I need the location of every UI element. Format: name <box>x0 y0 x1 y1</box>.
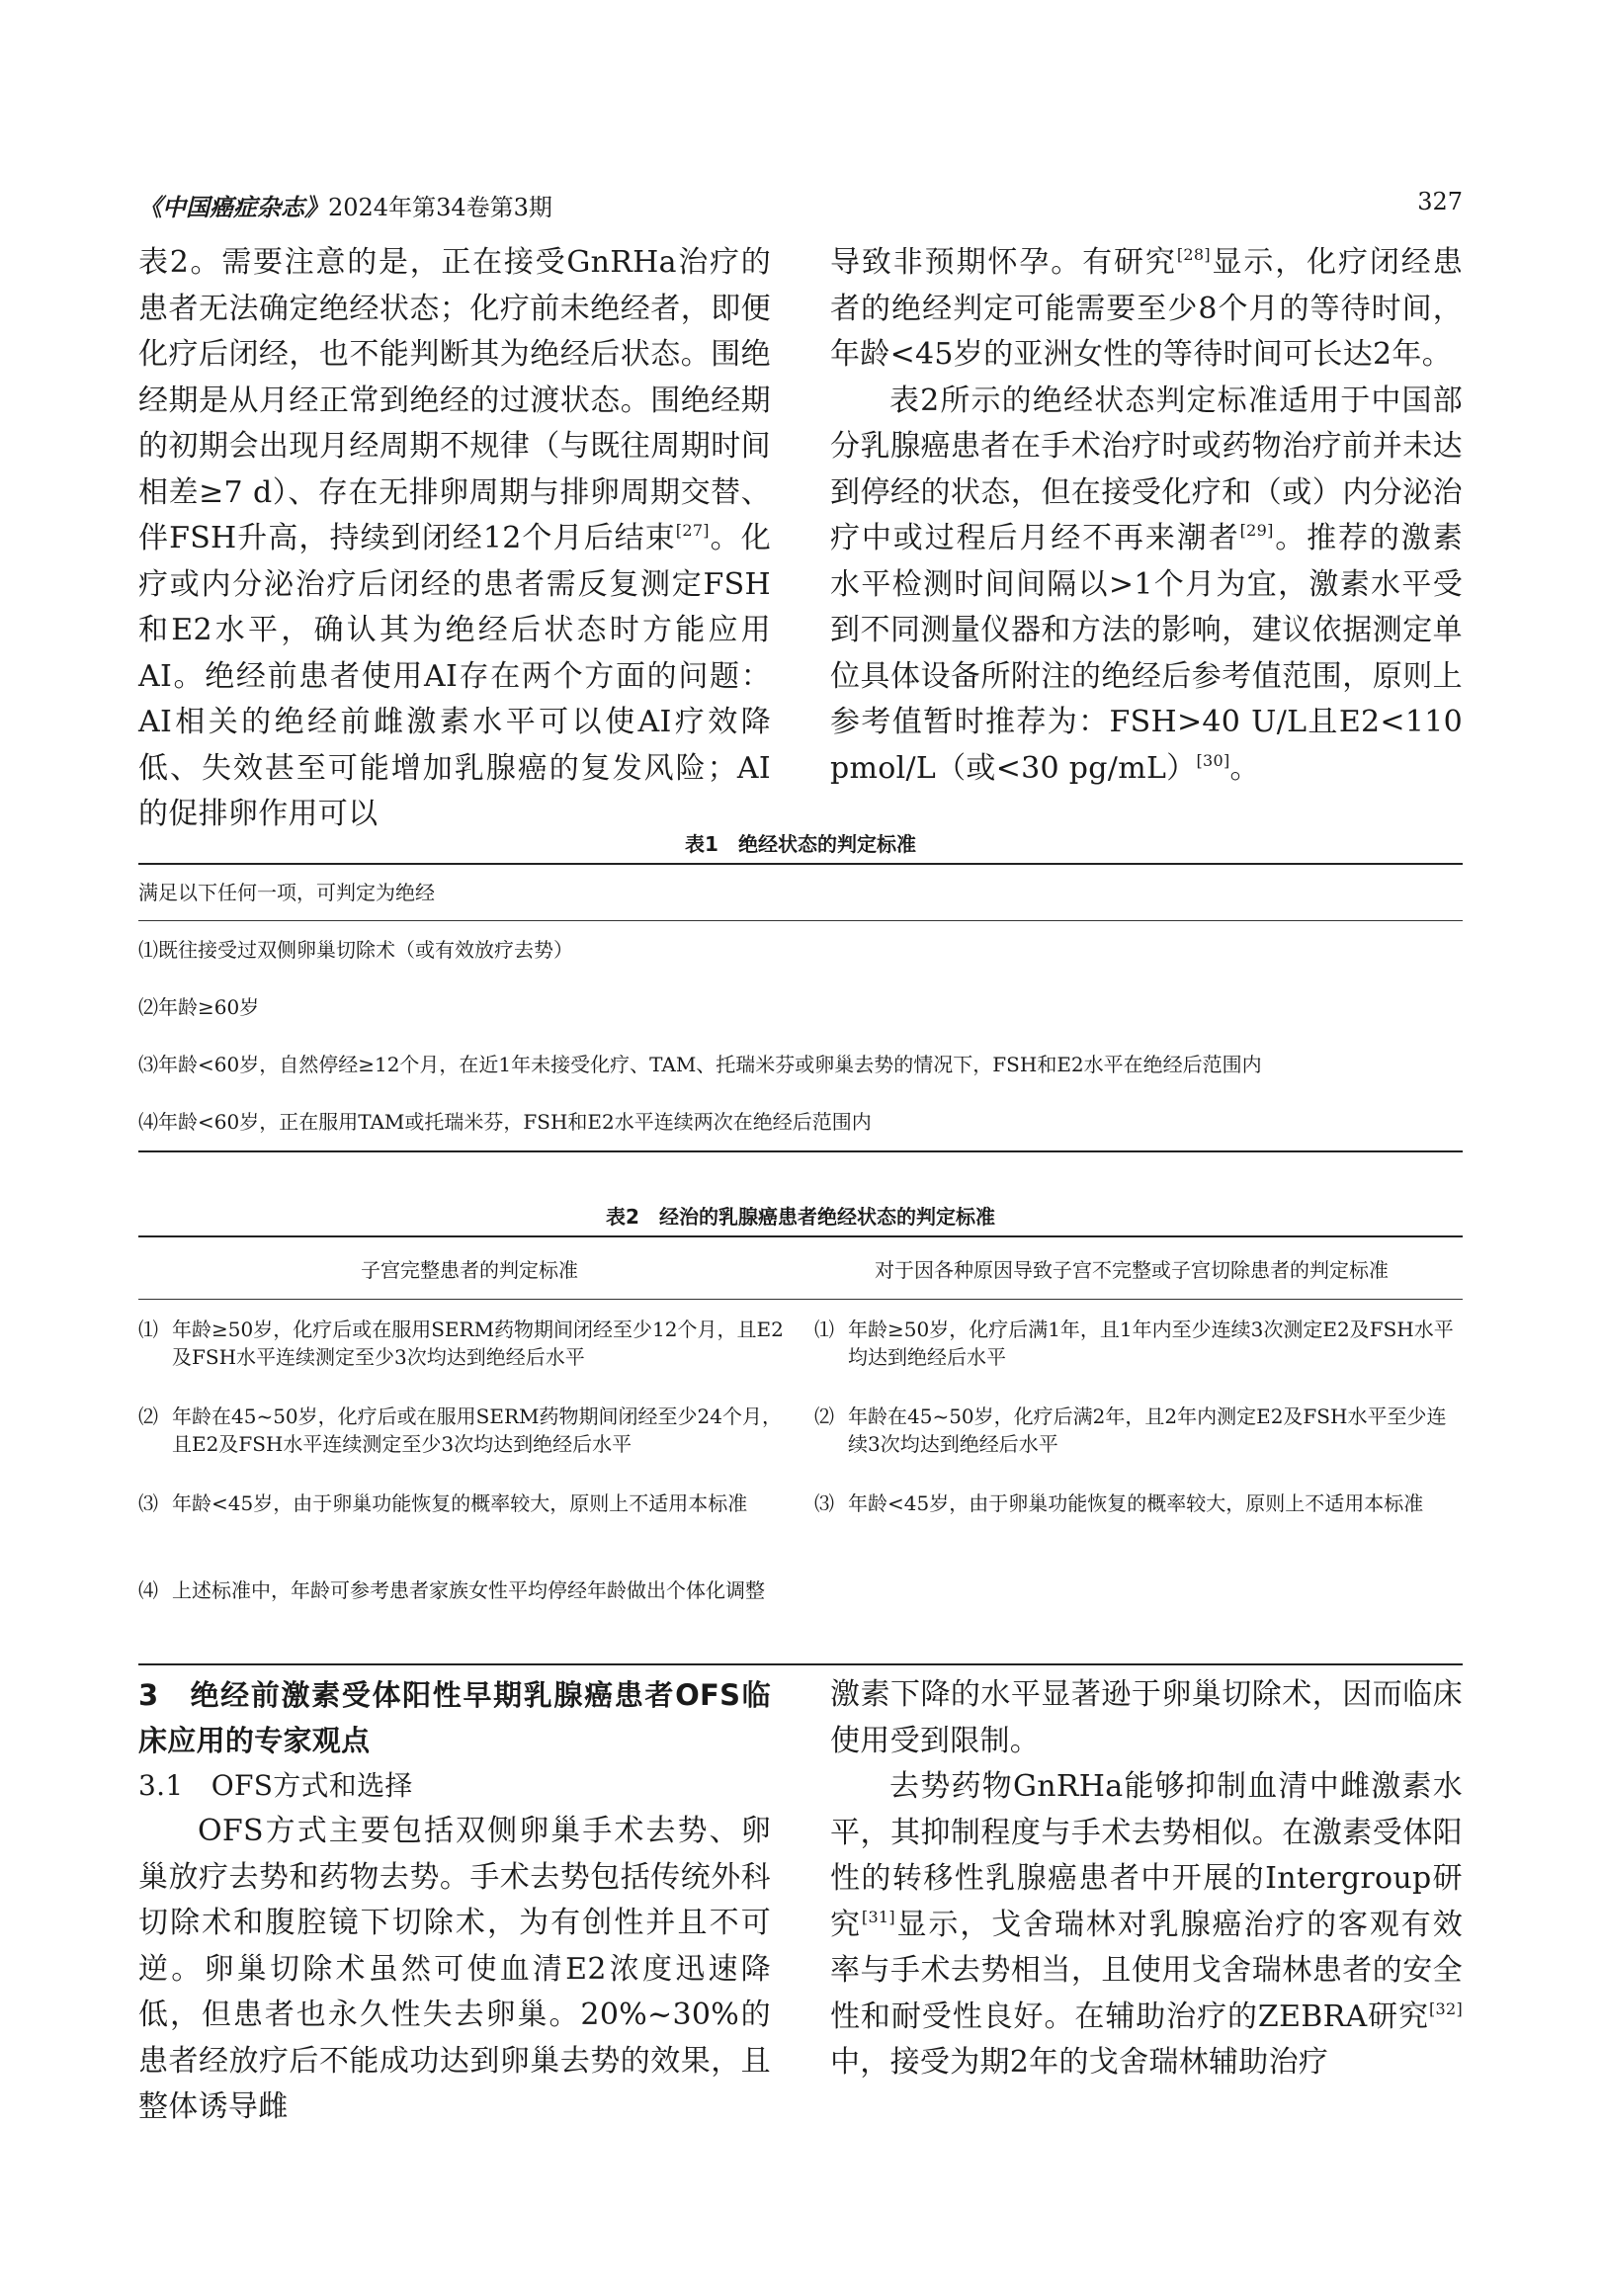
journal-issue: 2024年第34卷第3期 <box>328 194 552 221</box>
table-cell: ⑴ 年龄≥50岁，化疗后满1年，且1年内至少连续3次测定E2及FSH水平均达到绝经后水平 <box>814 1318 1454 1369</box>
paragraph: 去势药物GnRHa能够抑制血清中雌激素水平，其抑制程度与手术去势相似。在激素受体阳性的转移性乳腺癌患者中开展的Intergroup研究[31]显示，戈舍瑞林对乳腺癌治疗的客观有效率与手术去势相当，且使用戈舍瑞林患者的安全性和耐受性良好。在辅助治疗的ZEBRA研究[32]中，接受为期2年的戈舍瑞林辅助治疗 <box>830 1769 1463 2080</box>
table-header: 满足以下任何一项，可判定为绝经 <box>138 881 435 904</box>
table-cell: ⑷ 上述标准中，年龄可参考患者家族女性平均停经年龄做出个体化调整 <box>138 1578 765 1602</box>
table-row: ⑷ 年龄<60岁，正在服用TAM或托瑞米芬，FSH和E2水平连续两次在绝经后范围内 <box>138 1110 872 1134</box>
citation: [32] <box>1428 1998 1463 2018</box>
table-caption: 表2 经治的乳腺癌患者绝经状态的判定标准 <box>606 1205 995 1229</box>
table-caption: 表1 绝经状态的判定标准 <box>685 832 916 856</box>
table-header <box>138 1237 1463 1299</box>
right-column-bottom <box>830 1672 1463 2086</box>
subsection-heading: 3.1 OFS方式和选择 <box>138 1769 413 1802</box>
journal-info <box>138 188 552 222</box>
citation: [30] <box>1196 750 1230 770</box>
table-row: ⑴ 既往接受过双侧卵巢切除术（或有效放疗去势） <box>138 938 573 962</box>
page-number: 327 <box>1417 188 1463 215</box>
table-cell: ⑶ 年龄<45岁，由于卵巢功能恢复的概率较大，原则上不适用本标准 <box>814 1491 1424 1515</box>
journal-name: 《中国癌症杂志》 <box>138 193 328 221</box>
table-cell: ⑶ 年龄<45岁，由于卵巢功能恢复的概率较大，原则上不适用本标准 <box>138 1491 748 1515</box>
table-column-right <box>801 1300 1463 1663</box>
citation: [29] <box>1239 521 1274 540</box>
citation: [28] <box>1176 245 1211 264</box>
column-header: 对于因各种原因导致子宫不完整或子宫切除患者的判定标准 <box>875 1257 1389 1282</box>
running-header <box>138 188 1463 227</box>
paragraph: OFS方式主要包括双侧卵巢手术去势、卵巢放疗去势和药物去势。手术去势包括传统外科切除术和腹腔镜下切除术，为有创性并且不可逆。卵巢切除术虽然可使血清E2浓度迅速降低，但患者也永久性失去卵巢。20%~30%的患者经放疗后不能成功达到卵巢去势的效果，且整体诱导雌 <box>138 1814 771 2124</box>
table-row: ⑵ 年龄≥60岁 <box>138 995 260 1019</box>
citation: [27] <box>675 521 710 540</box>
paragraph: 激素下降的水平显著逊于卵巢切除术，因而临床使用受到限制。 <box>830 1677 1463 1758</box>
paragraph: 表2。需要注意的是，正在接受GnRHa治疗的患者无法确定绝经状态；化疗前未绝经者，即便化疗后闭经，也不能判断其为绝经后状态。围绝经期是从月经正常到绝经的过渡状态。围绝经期的初期会出现月经周期不规律（与既往周期时间相差≥7 d）、存在无排卵周期与排卵周期交替、伴FSH升高，持续到闭经12个月后结束[27]。化疗或内分泌治疗后闭经的患者需反复测定FSH和E2水平，确认其为绝经后状态时方能应用AI。绝经前患者使用AI存在两个方面的问题：AI相关的绝经前雌激素水平可以使AI疗效降低、失效甚至可能增加乳腺癌的复发风险；AI的促排卵作用可以 <box>138 245 771 831</box>
left-column-top <box>138 240 771 838</box>
table-row: ⑶ 年龄<60岁，自然停经≥12个月，在近1年未接受化疗、TAM、托瑞米芬或卵巢去势的情况下，FSH和E2水平在绝经后范围内 <box>138 1053 1262 1076</box>
table-1 <box>138 825 1463 1152</box>
left-column-bottom <box>138 1672 771 2131</box>
right-column-top <box>830 240 1463 792</box>
paragraph: 导致非预期怀孕。有研究[28]显示，化疗闭经患者的绝经判定可能需要至少8个月的等待时间，年龄<45岁的亚洲女性的等待时间可长达2年。 <box>830 245 1463 372</box>
table-cell: ⑴ 年龄≥50岁，化疗后或在服用SERM药物期间闭经至少12个月，且E2及FSH水平连续测定至少3次均达到绝经后水平 <box>138 1318 784 1369</box>
table-cell: ⑵ 年龄在45~50岁，化疗后或在服用SERM药物期间闭经至少24个月，且E2及FSH水平连续测定至少3次均达到绝经后水平 <box>138 1404 782 1456</box>
citation: [31] <box>861 1907 895 1926</box>
section-heading: 3 绝经前激素受体阳性早期乳腺癌患者OFS临床应用的专家观点 <box>138 1678 771 1757</box>
column-header: 子宫完整患者的判定标准 <box>361 1257 578 1282</box>
table-cell: ⑵ 年龄在45~50岁，化疗后满2年，且2年内测定E2及FSH水平至少连续3次均达到绝经后水平 <box>814 1404 1447 1456</box>
paragraph: 表2所示的绝经状态判定标准适用于中国部分乳腺癌患者在手术治疗时或药物治疗前并未达到停经的状态，但在接受化疗和（或）内分泌治疗中或过程后月经不再来潮者[29]。推荐的激素水平检测时间间隔以>1个月为宜，激素水平受到不同测量仪器和方法的影响，建议依据测定单位具体设备所附注的绝经后参考值范围，原则上参考值暂时推荐为：FSH>40 U/L且E2<110 pmol/L（或<30 pg/mL）[30]。 <box>830 383 1463 786</box>
table-2 <box>138 1198 1463 1665</box>
table-column-left <box>138 1300 801 1663</box>
